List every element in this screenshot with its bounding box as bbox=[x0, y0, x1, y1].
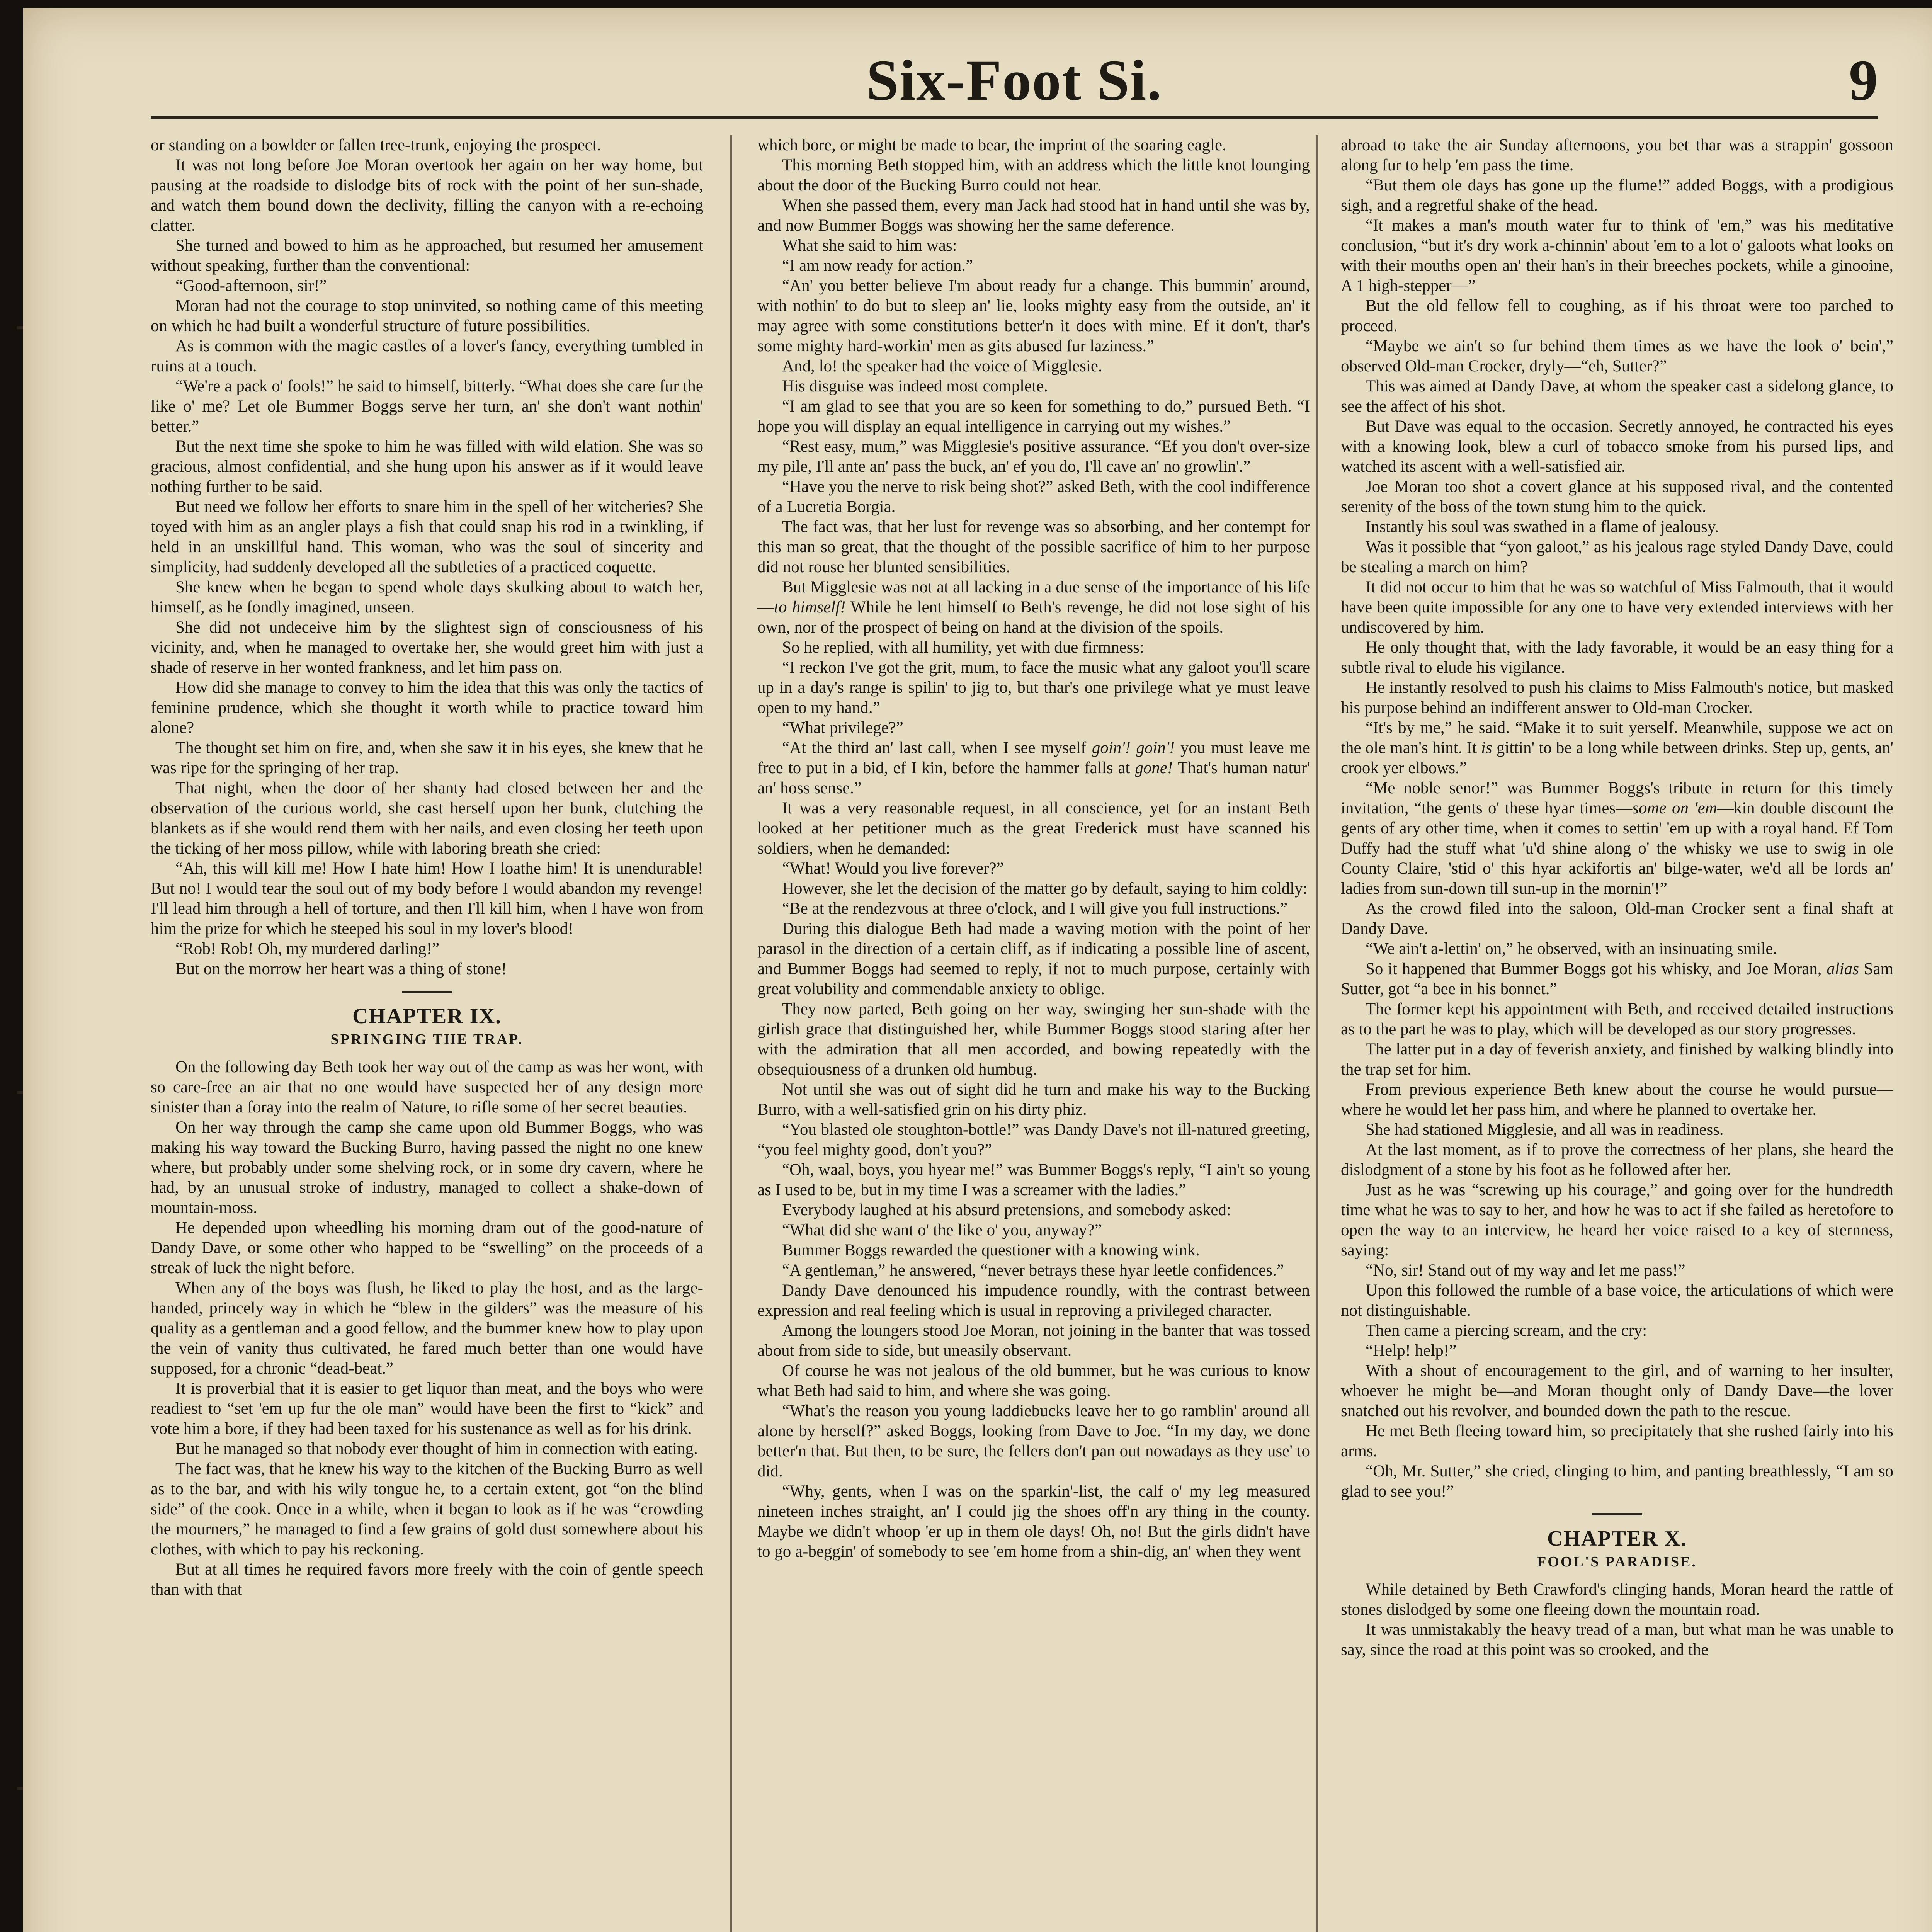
page-number: 9 bbox=[1849, 48, 1878, 112]
paragraph: But the old fellow fell to coughing, as if his throat were too parched to proceed. bbox=[1341, 297, 1893, 335]
chapter-heading: CHAPTER X. bbox=[1547, 1527, 1687, 1551]
column-rule bbox=[730, 135, 732, 1932]
paragraph: The fact was, that he knew his way to the kitchen of the Bucking Burro as well as to the bar, and with his wily tongue he, to a certain extent, got “on the blind side” of the cook. Once in a while, when it began to look as if he was “crowding the mourners,” he managed to find a few grains of gold dust somewhere about his clothes, with which to pay his reckoning. bbox=[151, 1460, 703, 1558]
paragraph: It was not long before Joe Moran overtook her again on her way home, but pausing at the roadside to dislodge bits of rock with the point of her sun-shade, and watch them bound down the declivity, filling the canyon with a re-echoing clatter. bbox=[151, 156, 703, 235]
paragraph: abroad to take the air Sunday afternoons, you bet thar was a strappin' gossoon along fur to help 'em pass the time. bbox=[1341, 136, 1893, 174]
paragraph: But the next time she spoke to him he was filled with wild elation. She was so gracious, almost confidential, and she hung upon his answer as if it would leave nothing further to be said. bbox=[151, 437, 703, 496]
text-column-2 bbox=[757, 135, 1310, 1932]
emphasis: gone! bbox=[1135, 759, 1173, 777]
paragraph: From previous experience Beth knew about the course he would pursue—where he would let her pass him, and where he planned to overtake her. bbox=[1341, 1080, 1893, 1119]
paragraph: She turned and bowed to him as he approached, but resumed her amusement without speaking, further than the conventional: bbox=[151, 236, 703, 275]
paragraph: “What privilege?” bbox=[782, 719, 903, 737]
paragraph: He only thought that, with the lady favorable, it would be an easy thing for a subtle rival to elude his vigilance. bbox=[1341, 638, 1893, 677]
text-column-1 bbox=[151, 135, 703, 1932]
column-rule bbox=[1316, 135, 1318, 1932]
paragraph: “We're a pack o' fools!” he said to himself, bitterly. “What does she care fur the like o' me? Let ole Bummer Boggs serve her turn, an' she don't want nothin' better.” bbox=[151, 377, 703, 435]
emphasis: goin'! goin'! bbox=[1092, 739, 1175, 757]
text-run: While he lent himself to Beth's revenge, he did not lose sight of his own, nor of the prospect of being on hand at the division of the spoils. bbox=[757, 598, 1310, 636]
paragraph: “I reckon I've got the grit, mum, to face the music what any galoot you'll scare up in a day's range is spilin' to jig to, but thar's one privilege what ye must leave open to my hand.” bbox=[757, 658, 1310, 717]
paragraph: But Dave was equal to the occasion. Secretly annoyed, he contracted his eyes with a knowing look, blew a curl of tobacco smoke from his pursed lips, and watched its ascent with a well-satisfied air. bbox=[1341, 417, 1893, 476]
paragraph: During this dialogue Beth had made a waving motion with the point of her parasol in the direction of a certain cliff, as if indicating a possible line of ascent, and Bummer Boggs had seemed to reply, if not to much purpose, certainly with great volubility and commendable anxiety to oblige. bbox=[757, 920, 1310, 998]
paragraph: “I am glad to see that you are so keen for something to do,” pursued Beth. “I hope you will display an equal intelligence in carrying out my wishes.” bbox=[757, 397, 1310, 435]
paragraph: It did not occur to him that he was so watchful of Miss Falmouth, that it would have been quite impossible for any one to have very extended interviews with her undiscovered by him. bbox=[1341, 578, 1893, 636]
emphasis: some on 'em bbox=[1632, 799, 1717, 817]
paragraph: Of course he was not jealous of the old bummer, but he was curious to know what Beth had said to him, and where she was going. bbox=[757, 1362, 1310, 1400]
paragraph: which bore, or might be made to bear, the imprint of the soaring eagle. bbox=[757, 136, 1226, 154]
text-run: —kin double discount the gents of ary other time, when it comes to settin' 'em up with a royal hand. Ef Tom Duffy had the stuff what 'u'd shine along o' the whisky we use to swig in ole County Claire, 'stid o' this hyar ackifortis an' bilge-water, we'd all be lords an' ladies from sun-down till sun-up in the mornin'!” bbox=[1341, 799, 1893, 898]
paragraph: “Good-afternoon, sir!” bbox=[175, 277, 327, 295]
paragraph: And, lo! the speaker had the voice of Migglesie. bbox=[782, 357, 1102, 375]
paragraph: On her way through the camp she came upon old Bummer Boggs, who was making his way toward the Bucking Burro, having passed the night no one knew where, but probably under some shelving rock, or in some dry cavern, where he had, by an unusual stroke of industry, managed to collect a shake-down of mountain-moss. bbox=[151, 1118, 703, 1217]
text-run: Sam Sutter, got “a bee in his bonnet.” bbox=[1341, 960, 1893, 998]
paragraph: The latter put in a day of feverish anxiety, and finished by walking blindly into the trap set for him. bbox=[1341, 1040, 1893, 1078]
paragraph: She knew when he began to spend whole days skulking about to watch her, himself, as he fondly imagined, unseen. bbox=[151, 578, 703, 616]
paragraph: Among the loungers stood Joe Moran, not joining in the banter that was tossed about from side to side, but uneasily observant. bbox=[757, 1321, 1310, 1360]
paragraph: Dandy Dave denounced his impudence roundly, with the contrast between expression and real feeling which is usual in reproving a privileged character. bbox=[757, 1281, 1310, 1320]
paragraph bbox=[1341, 718, 1893, 778]
paragraph: Just as he was “screwing up his courage,” and going over for the hundredth time what he was to say to her, and how he was to act if she failed as heretofore to open the way to an interview, he heard her voice raised to a key of sternness, saying: bbox=[1341, 1181, 1893, 1259]
paragraph: As is common with the magic castles of a lover's fancy, everything tumbled in ruins at a touch. bbox=[151, 337, 703, 375]
text-run: So it happened that Bummer Boggs got his whisky, and Joe Moran, bbox=[1366, 960, 1827, 978]
text-run: you must leave me free to put in a bid, ef I kin, before the hammer falls at bbox=[757, 739, 1310, 777]
text-run: “At the third an' last call, when I see myself bbox=[782, 739, 1092, 757]
paragraph: “Maybe we ain't so fur behind them times as we have the look o' bein',” observed Old-man Crocker, dryly—“eh, Sutter?” bbox=[1341, 337, 1893, 375]
emphasis: alias bbox=[1827, 960, 1859, 978]
paragraph bbox=[757, 577, 1310, 638]
paragraph: “It makes a man's mouth water fur to think of 'em,” was his meditative conclusion, “but it's dry work a-chinnin' about 'em to a lot o' galoots what looks on with their mouths open an' their han's in their breeches pockets, while a ginooine, A 1 high-stepper—” bbox=[1341, 216, 1893, 295]
paragraph: The thought set him on fire, and, when she saw it in his eyes, she knew that he was ripe for the springing of her trap. bbox=[151, 739, 703, 777]
paragraph: Joe Moran too shot a covert glance at his supposed rival, and the contented serenity of the boss of the town stung him to the quick. bbox=[1341, 478, 1893, 516]
paragraph: It is proverbial that it is easier to get liquor than meat, and the boys who were readiest to “set 'em up fur the ole man” would have been the first to “kick” and vote him a bore, if they had been taxed for his sustenance as well as for his drink. bbox=[151, 1379, 703, 1438]
paragraph: However, she let the decision of the matter go by default, saying to him coldly: bbox=[782, 879, 1308, 898]
paragraph: “Help! help!” bbox=[1366, 1342, 1457, 1360]
paragraph: On the following day Beth took her way out of the camp as was her wont, with so care-free an air that no one would have suspected her of any design more sinister than a foray into the realm of Nature, to rifle some of her secret beauties. bbox=[151, 1058, 703, 1116]
chapter-subtitle: SPRINGING THE TRAP. bbox=[330, 1031, 524, 1048]
paragraph: Instantly his soul was swathed in a flame of jealousy. bbox=[1366, 518, 1719, 536]
paragraph: “An' you better believe I'm about ready fur a change. This bummin' around, with nothin' to do but to sleep an' lie, looks mighty easy from the outside, an' it may agree with some constitutions better'n it does with mine. Ef it don't, thar's some mighty hard-workin' men as gits abused fur laziness.” bbox=[757, 277, 1310, 355]
paragraph: His disguise was indeed most complete. bbox=[782, 377, 1048, 395]
paragraph: How did she manage to convey to him the idea that this was only the tactics of feminine prudence, which she thought it worth while to practice toward him alone? bbox=[151, 679, 703, 737]
chapter-subtitle: FOOL'S PARADISE. bbox=[1537, 1554, 1697, 1570]
paragraph: She had stationed Migglesie, and all was in readiness. bbox=[1366, 1121, 1724, 1139]
paragraph bbox=[757, 738, 1310, 798]
paragraph: or standing on a bowlder or fallen tree-trunk, enjoying the prospect. bbox=[151, 136, 601, 154]
paragraph: “I am now ready for action.” bbox=[782, 257, 973, 275]
paragraph: She did not undeceive him by the slightest sign of consciousness of his vicinity, and, when he managed to overtake her, she would greet him with just a shade of reserve in her wonted frankness, and let him pass on. bbox=[151, 618, 703, 677]
paragraph: As the crowd filed into the saloon, Old-man Crocker sent a final shaft at Dandy Dave. bbox=[1341, 900, 1893, 938]
paragraph: Was it possible that “yon galoot,” as his jealous rage styled Dandy Dave, could be stealing a march on him? bbox=[1341, 538, 1893, 576]
chapter-heading: CHAPTER IX. bbox=[352, 1004, 502, 1028]
paragraph: The fact was, that her lust for revenge was so absorbing, and her contempt for this man so great, that the thought of the possible sacrifice of him to her purpose did not rouse her blunted sensibilities. bbox=[757, 518, 1310, 576]
paragraph: This morning Beth stopped him, with an address which the little knot lounging about the door of the Bucking Burro could not hear. bbox=[757, 156, 1310, 194]
paragraph: “Rest easy, mum,” was Migglesie's positive assurance. “Ef you don't over-size my pile, I'll ante an' pass the buck, an' ef you do, I'll cave an' no growlin'.” bbox=[757, 437, 1310, 476]
text-run: But Migglesie was not at all lacking in a due sense of the importance of his life— bbox=[757, 578, 1310, 616]
paragraph: Not until she was out of sight did he turn and make his way to the Bucking Burro, with a well-satisfied grin on his dirty phiz. bbox=[757, 1080, 1310, 1119]
paragraph: “Oh, waal, boys, you hyear me!” was Bummer Boggs's reply, “I ain't so young as I used to be, but in my time I was a screamer with the ladies.” bbox=[757, 1161, 1310, 1199]
paragraph: “Oh, Mr. Sutter,” she cried, clinging to him, and panting breathlessly, “I am so glad to see you!” bbox=[1341, 1462, 1893, 1500]
paragraph: “What! Would you live forever?” bbox=[782, 859, 1004, 878]
paragraph: “But them ole days has gone up the flume!” added Boggs, with a prodigious sigh, and a regretful shake of the head. bbox=[1341, 176, 1893, 214]
paragraph: “You blasted ole stoughton-bottle!” was Dandy Dave's not ill-natured greeting, “you feel mighty good, don't you?” bbox=[757, 1121, 1310, 1159]
paragraph: They now parted, Beth going on her way, swinging her sun-shade with the girlish grace that distinguished her, while Bummer Boggs stood staring after her with the admiration that all men accorded, and bowing repeatedly with the obsequiousness of a drunken old humbug. bbox=[757, 1000, 1310, 1078]
paragraph: “Be at the rendezvous at three o'clock, and I will give you full instructions.” bbox=[782, 900, 1288, 918]
paragraph: “We ain't a-lettin' on,” he observed, with an insinuating smile. bbox=[1366, 940, 1777, 958]
text-run: “Me noble senor!” was Bummer Boggs's tribute in return for this timely invitation, “the gents o' these hyar times— bbox=[1341, 779, 1893, 817]
paragraph: He instantly resolved to push his claims to Miss Falmouth's notice, but masked his purpose behind an indifferent answer to Old-man Crocker. bbox=[1341, 679, 1893, 717]
paragraph: What she said to him was: bbox=[782, 236, 957, 255]
paragraph: But on the morrow her heart was a thing of stone! bbox=[175, 960, 507, 978]
paragraph: Bummer Boggs rewarded the questioner with a knowing wink. bbox=[782, 1241, 1200, 1259]
paragraph: But need we follow her efforts to snare him in the spell of her witcheries? She toyed with him as an angler plays a fish that could snap his rod in a twinkling, if held in an unskillful hand. This woman, who was the soul of sincerity and simplicity, had suddenly developed all the subtleties of a practiced coquette. bbox=[151, 498, 703, 576]
section-divider bbox=[402, 991, 452, 993]
paragraph: With a shout of encouragement to the girl, and of warning to her insulter, whoever he might be—and Moran thought only of Dandy Dave—the lover snatched out his revolver, and bounded down the path to the rescue. bbox=[1341, 1362, 1893, 1420]
paragraph: But he managed so that nobody ever thought of him in connection with eating. bbox=[175, 1440, 698, 1458]
paragraph: Moran had not the courage to stop uninvited, so nothing came of this meeting on which he had built a wonderful structure of future possibilities. bbox=[151, 297, 703, 335]
emphasis: is bbox=[1481, 739, 1492, 757]
paragraph: “Ah, this will kill me! How I hate him! How I loathe him! It is unendurable! But no! I would tear the soul out of my body before I would abandon my revenge! I'll lead him through a hell of torture, and then I'll kill him, when I have won from him the prize for which he steeped his soul in my lover's blood! bbox=[151, 859, 703, 938]
text-column-3 bbox=[1341, 135, 1893, 1932]
paragraph: “Have you the nerve to risk being shot?” asked Beth, with the cool indifference of a Lucretia Borgia. bbox=[757, 478, 1310, 516]
paragraph: “What's the reason you young laddiebucks leave her to go ramblin' around all alone by herself?” asked Boggs, looking from Dave to Joe. “In my day, we done better'n that. But then, to be sure, the fellers don't pan out nowadays as they use' to did. bbox=[757, 1402, 1310, 1480]
page-header bbox=[151, 23, 1878, 119]
paragraph: So he replied, with all humility, yet with due firmness: bbox=[782, 638, 1145, 656]
paragraph bbox=[1341, 959, 1893, 999]
paragraph: “Why, gents, when I was on the sparkin'-list, the calf o' my leg measured nineteen inches straight, an' I could jig the shoes off'n ary thing in the county. Maybe we didn't whoop 'er up in them ole days! Oh, no! But the girls didn't have to go a-beggin' of somebody to see 'em home from a shin-dig, an' when they went bbox=[757, 1482, 1310, 1561]
paragraph: While detained by Beth Crawford's clinging hands, Moran heard the rattle of stones dislodged by some one fleeing down the mountain road. bbox=[1341, 1580, 1893, 1619]
paragraph: Then came a piercing scream, and the cry: bbox=[1366, 1321, 1647, 1340]
paragraph: It was unmistakably the heavy tread of a man, but what man he was unable to say, since the road at this point was so crooked, and the bbox=[1341, 1621, 1893, 1659]
paragraph: It was a very reasonable request, in all conscience, yet for an instant Beth looked at her petitioner much as the great Frederick must have scanned his soldiers, when he demanded: bbox=[757, 799, 1310, 857]
paragraph: “No, sir! Stand out of my way and let me pass!” bbox=[1366, 1261, 1685, 1279]
paragraph: “Rob! Rob! Oh, my murdered darling!” bbox=[175, 940, 440, 958]
text-run: That's human natur' an' hoss sense.” bbox=[757, 759, 1310, 797]
emphasis: to himself! bbox=[774, 598, 846, 616]
paragraph: “A gentleman,” he answered, “never betrays these hyar leetle confidences.” bbox=[782, 1261, 1284, 1279]
paragraph: When any of the boys was flush, he liked to play the host, and as the large-handed, princely way in which he “blew in the gilders” was the measure of his quality as a gentleman and a good fellow, and the bummer knew how to play upon the vein of vanity thus cultivated, he fared much better than one would have supposed, for a chronic “dead-beat.” bbox=[151, 1279, 703, 1378]
paragraph: This was aimed at Dandy Dave, at whom the speaker cast a sidelong glance, to see the affect of his shot. bbox=[1341, 377, 1893, 415]
book-page bbox=[23, 8, 1932, 1932]
paragraph: That night, when the door of her shanty had closed between her and the observation of the curious world, she cast herself upon her bunk, clutching the blankets as if she would rend them with her nails, and even closing her teeth upon the ticking of her moss pillow, while with laboring breath she cried: bbox=[151, 779, 703, 857]
paragraph: “What did she want o' the like o' you, anyway?” bbox=[782, 1221, 1102, 1239]
paragraph: At the last moment, as if to prove the correctness of her plans, she heard the dislodgment of a stone by his foot as he followed after her. bbox=[1341, 1141, 1893, 1179]
running-title: Six-Foot Si. bbox=[866, 48, 1162, 112]
paragraph: Upon this followed the rumble of a base voice, the articulations of which were not distinguishable. bbox=[1341, 1281, 1893, 1320]
text-run: “It's by me,” he said. “Make it to suit yerself. Meanwhile, suppose we act on the ole man's hint. It bbox=[1341, 719, 1893, 757]
paragraph: When she passed them, every man Jack had stood hat in hand until she was by, and now Bummer Boggs was showing her the same deference. bbox=[757, 196, 1310, 235]
paragraph: Everybody laughed at his absurd pretensions, and somebody asked: bbox=[782, 1201, 1231, 1219]
paragraph: He met Beth fleeing toward him, so precipitately that she rushed fairly into his arms. bbox=[1341, 1422, 1893, 1460]
text-run: gittin' to be a long while between drinks. Step up, gents, an' crook yer elbows.” bbox=[1341, 739, 1893, 777]
paragraph bbox=[1341, 778, 1893, 899]
paragraph: The former kept his appointment with Beth, and received detailed instructions as to the part he was to play, which will be developed as our story progresses. bbox=[1341, 1000, 1893, 1038]
section-divider bbox=[1592, 1513, 1642, 1515]
paragraph: But at all times he required favors more freely with the coin of gentle speech than with that bbox=[151, 1560, 703, 1599]
paragraph: He depended upon wheedling his morning dram out of the good-nature of Dandy Dave, or some other who happed to be “swelling” on the proceeds of a streak of luck the night before. bbox=[151, 1219, 703, 1277]
